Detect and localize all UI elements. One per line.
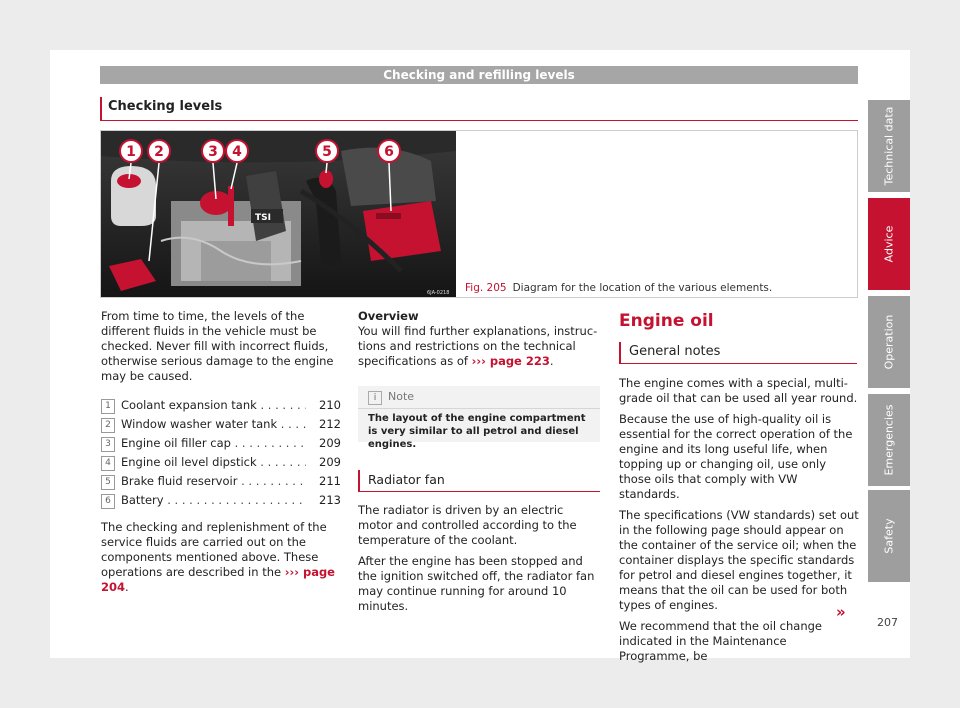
page-number: 207 <box>877 616 898 629</box>
page-reference-link[interactable]: ››› page 204 <box>101 565 335 594</box>
svg-text:5: 5 <box>322 144 332 160</box>
callout-5 <box>316 140 338 162</box>
continue-arrow: » <box>836 603 846 621</box>
list-item: 6 Battery . . . 213 <box>101 491 341 510</box>
fan-paragraph-2: After the engine has been stopped and the ignition switched off, the radiator fan may continue running for around 10 minutes. <box>358 554 595 613</box>
engine-illustration <box>101 131 456 297</box>
radiator-fan-text <box>358 503 600 620</box>
photo-code: 6JA-0218 <box>427 290 450 296</box>
svg-text:TSI: TSI <box>255 213 271 223</box>
svg-text:6: 6 <box>384 144 394 160</box>
general-notes-heading: General notes <box>619 342 857 364</box>
callout-1 <box>120 140 142 162</box>
svg-text:1: 1 <box>126 144 136 160</box>
tab-advice[interactable]: Advice <box>868 198 910 290</box>
engine-oil-title: Engine oil <box>619 311 714 331</box>
page-reference-link[interactable]: ››› page 223 <box>471 354 550 368</box>
oil-paragraph-3: The specifications (VW standards) set out in the following page should appear on the container of the service oil; when the container displays the specific standards for petrol and diesel engines together, it means that the oil can be used for both types of engines. <box>619 508 859 612</box>
callout-3 <box>202 140 224 162</box>
section-title: Checking levels <box>100 97 858 121</box>
overview-paragraph: You will find further explanations, instructions and restrictions on the technical specifications as of ››› page 223. <box>358 324 598 368</box>
list-item: 2 Window washer water tank . . . 212 <box>101 415 341 434</box>
right-column <box>619 376 859 670</box>
callout-6 <box>378 140 400 162</box>
oil-paragraph-1: The engine comes with a special, multi-grade oil that can be used all year round. <box>619 376 858 405</box>
intro-paragraph: From time to time, the levels of the different fluids in the vehicle must be checked. Never fill with incorrect fluids, otherwise serious damage to the engine may be caused. <box>101 309 334 383</box>
callout-2 <box>148 140 170 162</box>
tab-technical-data[interactable]: Technical data <box>868 100 910 192</box>
figure-caption-text: Diagram for the location of the various elements. <box>512 282 773 294</box>
svg-text:2: 2 <box>154 144 164 160</box>
note-body: The layout of the engine compartment is very similar to all petrol and diesel engines. <box>368 413 586 450</box>
oil-paragraph-4: We recommend that the oil change indicated in the Maintenance Programme, be <box>619 619 823 663</box>
left-column <box>101 309 341 601</box>
outro-paragraph: The checking and replenishment of the service fluids are carried out on the components mentioned above. These operations are described in the ››› page 204. <box>101 520 335 594</box>
chapter-header: Checking and refilling levels <box>100 66 858 84</box>
list-item: 5 Brake fluid reservoir . . . 211 <box>101 472 341 491</box>
note-header <box>358 386 600 409</box>
engine-compartment-photo <box>101 131 456 297</box>
oil-paragraph-2: Because the use of high-quality oil is essential for the correct operation of the engine and its long useful life, when topping up or changing oil, use only those oils that comply with VW standards. <box>619 412 853 501</box>
callout-4 <box>226 140 248 162</box>
svg-text:3: 3 <box>208 144 218 160</box>
overview-heading: Overview <box>358 309 419 323</box>
svg-text:4: 4 <box>232 144 242 160</box>
tab-safety[interactable]: Safety <box>868 490 910 582</box>
list-item: 3 Engine oil filler cap . . . 209 <box>101 434 341 453</box>
note-title: Note <box>388 390 415 403</box>
element-list <box>101 396 341 510</box>
figure-caption <box>465 282 772 294</box>
radiator-fan-heading: Radiator fan <box>358 470 600 492</box>
figure-label: Fig. 205 <box>465 282 507 294</box>
middle-column <box>358 309 600 375</box>
info-icon: i <box>368 391 382 405</box>
fan-paragraph-1: The radiator is driven by an electric motor and controlled according to the temperature of the coolant. <box>358 503 577 547</box>
list-item: 1 Coolant expansion tank . . . 210 <box>101 396 341 415</box>
tab-operation[interactable]: Operation <box>868 296 910 388</box>
list-item: 4 Engine oil level dipstick . . . 209 <box>101 453 341 472</box>
tab-emergencies[interactable]: Emergencies <box>868 394 910 486</box>
note-box <box>358 386 600 450</box>
